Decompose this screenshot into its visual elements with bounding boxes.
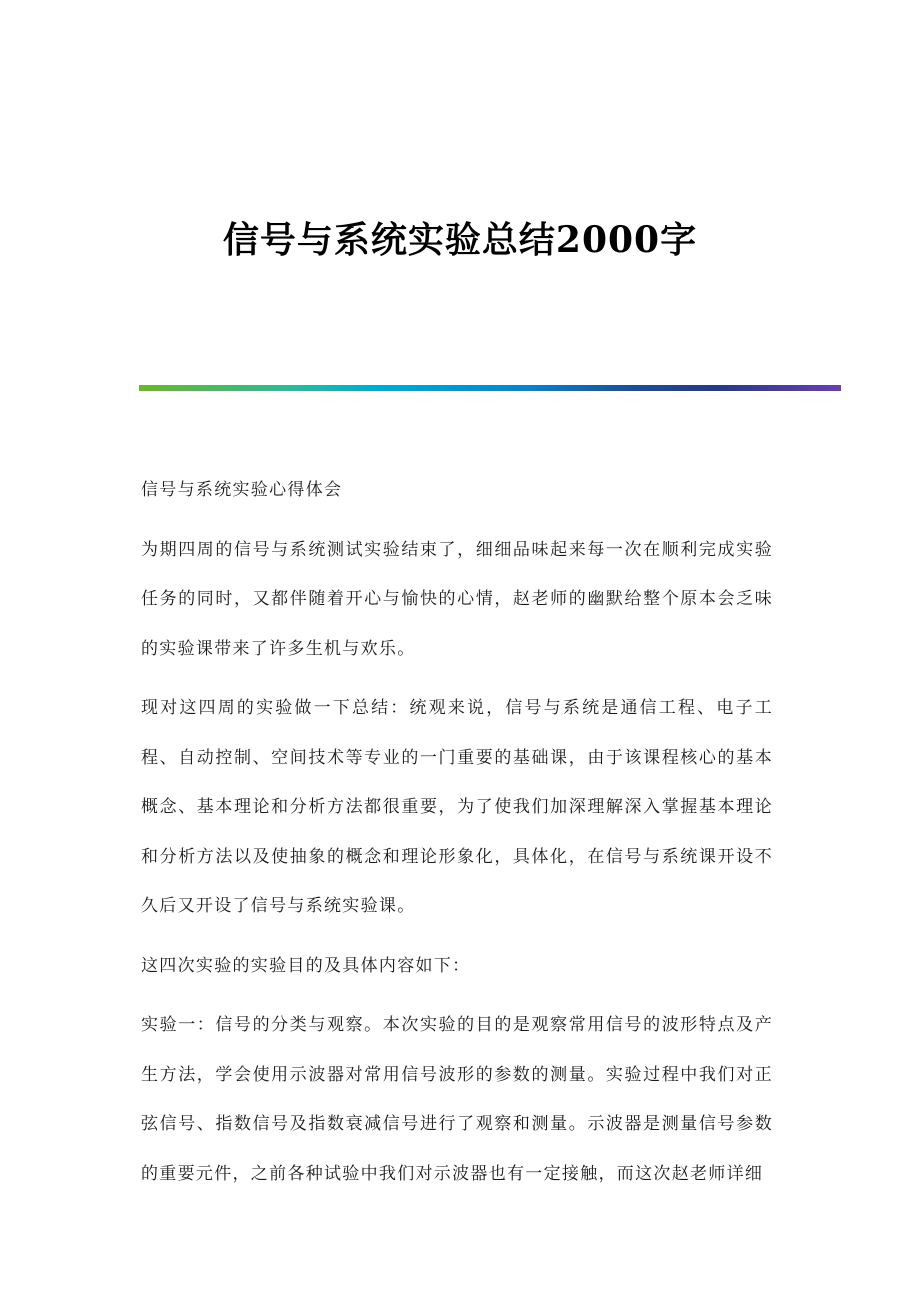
section-heading: 信号与系统实验心得体会: [141, 480, 343, 500]
document-title: 信号与系统实验总结2000字: [222, 219, 698, 261]
paragraph-experiment-one: 实验一：信号的分类与观察。本次实验的目的是观察常用信号的波形特点及产生方法，学会使用示波器对常用信号波形的参数的测量。实验过程中我们对正弦信号、指数信号及指数衰减信号进行了观察和测量。示波器是测量信号参数的重要元件，之前各种试验中我们对示波器也有一定接触，而这次赵老师详细: [141, 1015, 773, 1184]
gradient-divider: [139, 385, 841, 391]
paragraph-intro: 为期四周的信号与系统测试实验结束了，细细品味起来每一次在顺利完成实验任务的同时，又都伴随着开心与愉快的心情，赵老师的幽默给整个原本会乏味的实验课带来了许多生机与欢乐。: [141, 539, 773, 659]
paragraph-summary: 现对这四周的实验做一下总结：统观来说，信号与系统是通信工程、电子工程、自动控制、空间技术等专业的一门重要的基础课，由于该课程核心的基本概念、基本理论和分析方法都很重要，为了使我们加深理解深入掌握基本理论和分析方法以及使抽象的概念和理论形象化，具体化，在信号与系统课开设不久后又开设了信号与系统实验课。: [141, 698, 773, 916]
document-body: [141, 466, 773, 1209]
paragraph-experiments-lead: 这四次实验的实验目的及具体内容如下：: [141, 955, 471, 976]
